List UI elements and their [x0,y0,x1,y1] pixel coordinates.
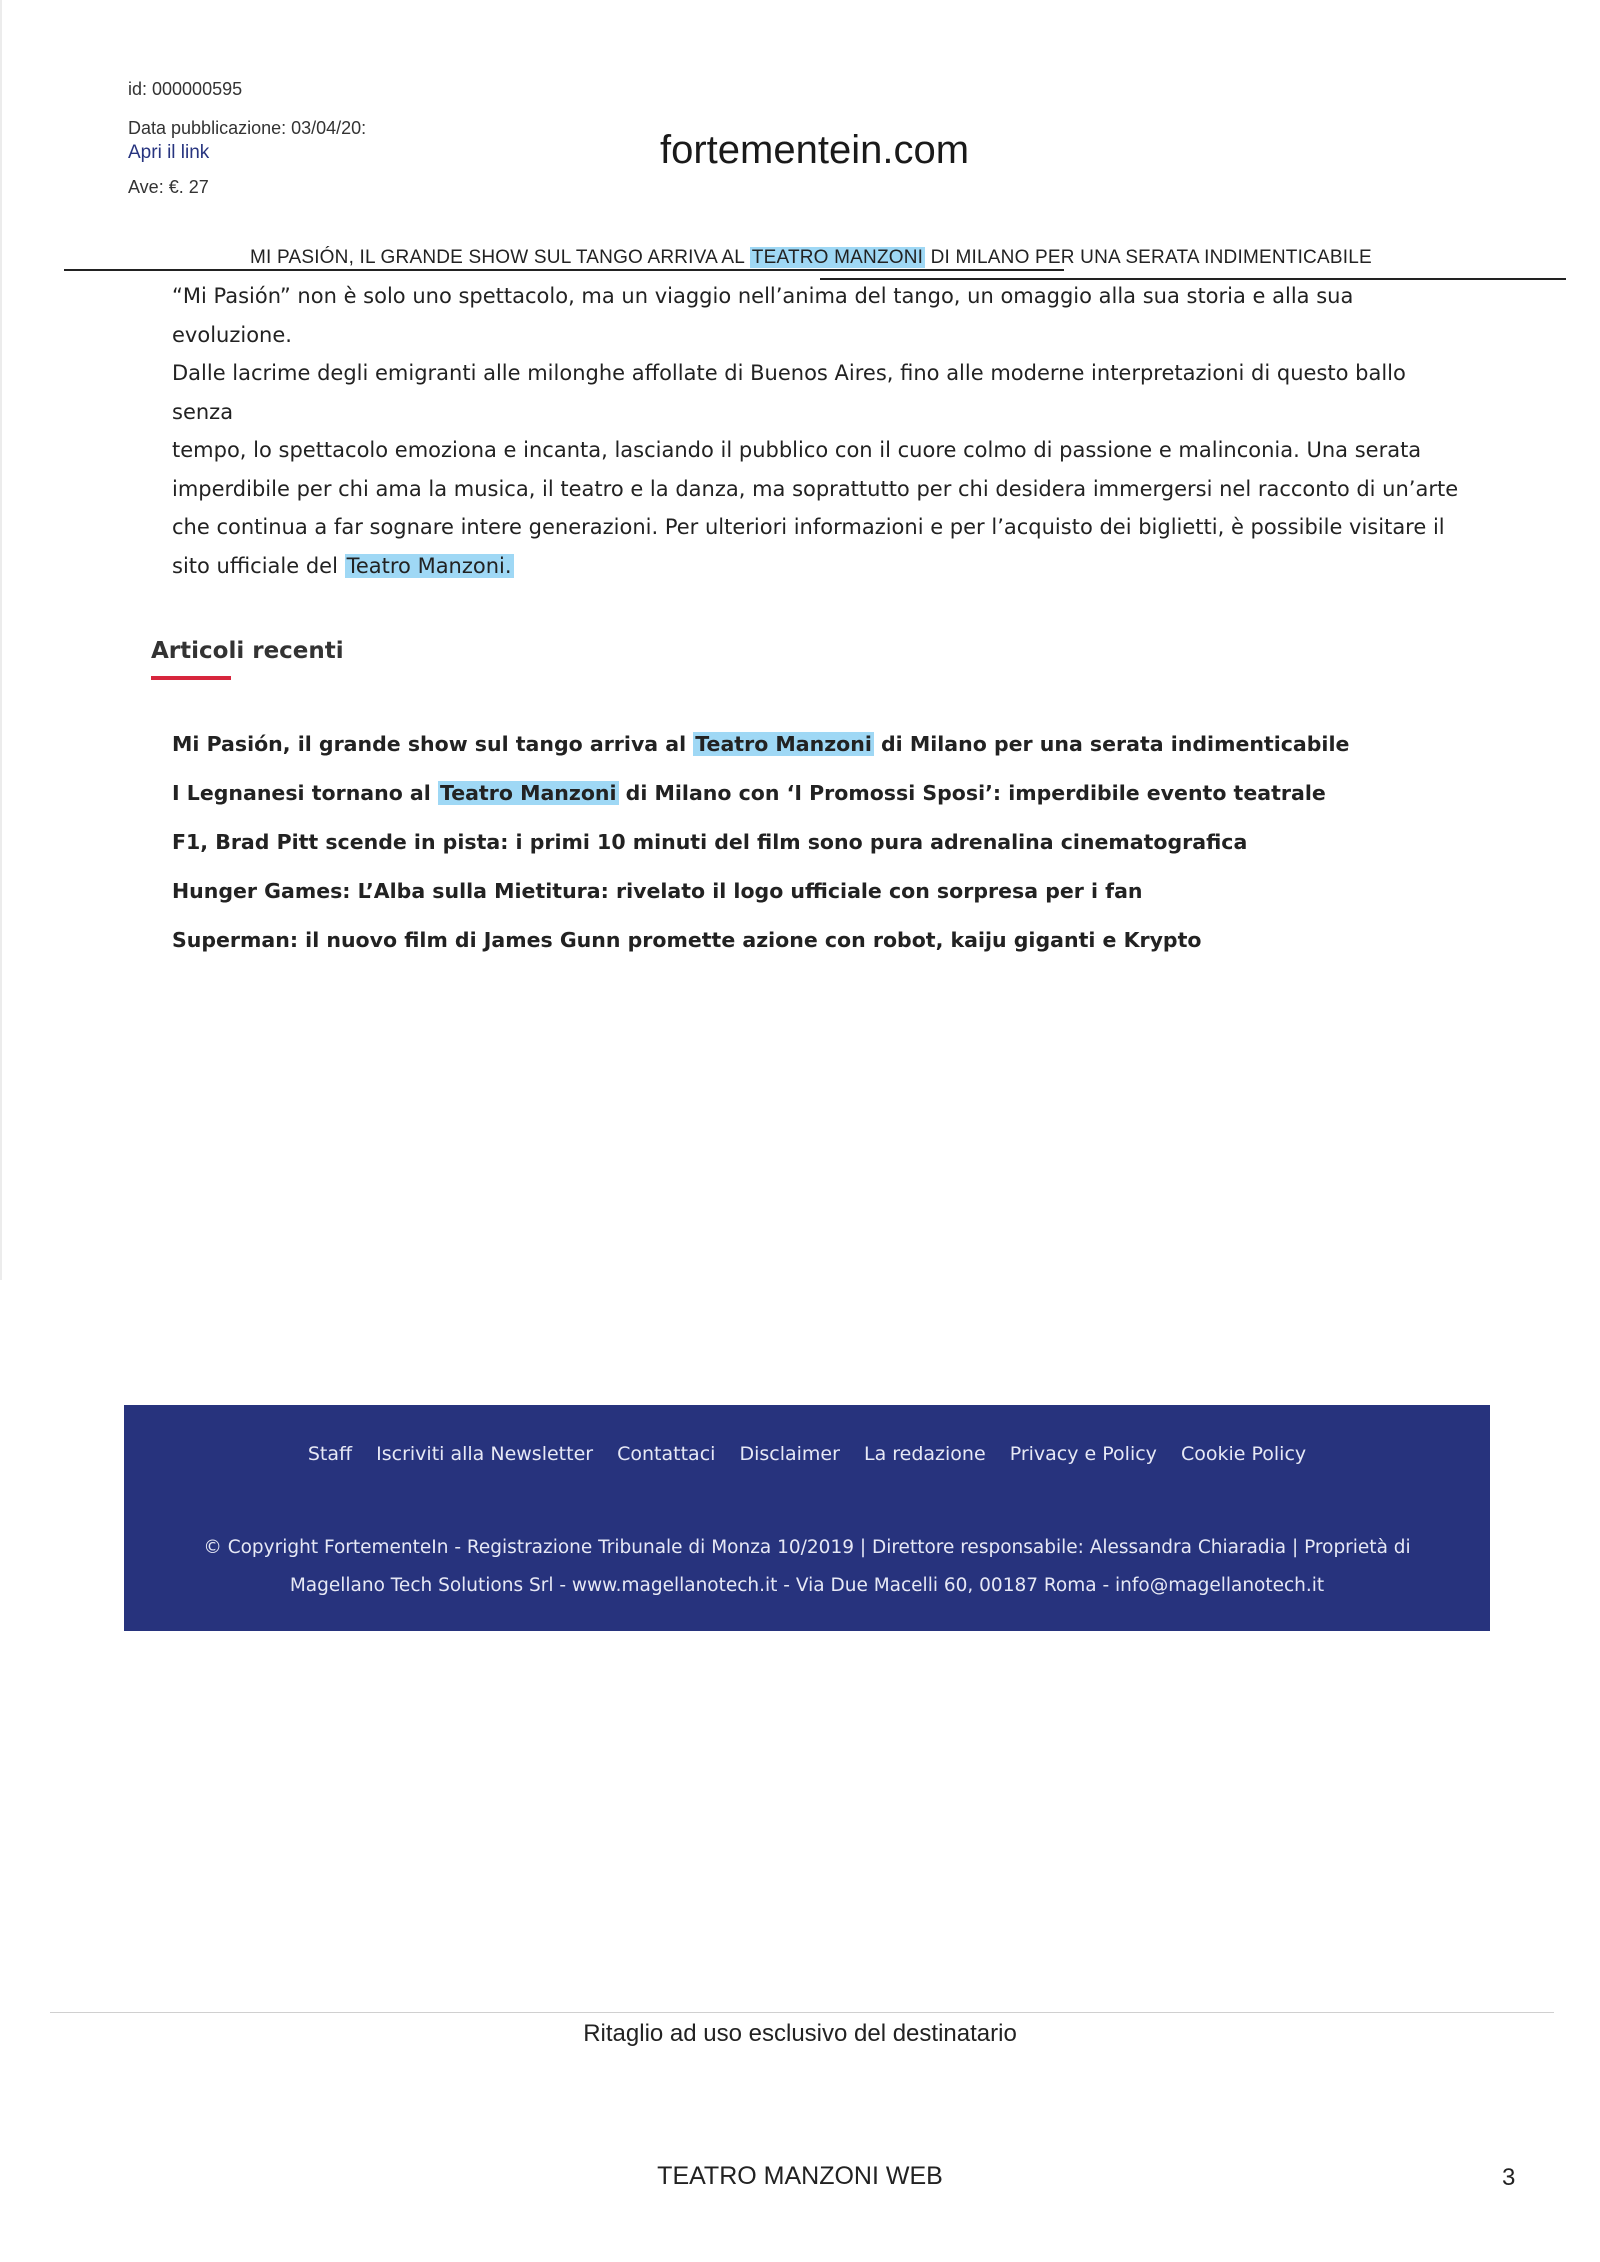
footer-link-disclaimer[interactable]: Disclaimer [739,1443,840,1465]
site-title: fortementein.com [660,128,970,172]
article-line: Dalle lacrime degli emigranti alle milonghe affollate di Buenos Aires, fino alle moderne interpretazioni di questo ballo senza [172,361,1406,424]
recent-article-link[interactable] [172,918,1349,967]
page-number: 3 [1502,2164,1516,2191]
site-footer [124,1405,1490,1631]
source-label: TEATRO MANZONI WEB [657,2162,943,2190]
footer-copyright [184,1529,1430,1605]
recent-article-link[interactable] [172,869,1349,918]
recent-article-text: I Legnanesi tornano al [172,781,438,805]
article-headline [250,247,1372,269]
article-line: “Mi Pasión” non è solo uno spettacolo, ma un viaggio nell’anima del tango, un omaggio alla sua storia e alla sua evoluzione. [172,284,1354,347]
footer-link-editorial[interactable]: La redazione [863,1443,986,1465]
recent-articles-heading: Articoli recenti [151,638,344,664]
recent-article-highlight: Teatro Manzoni [439,781,617,805]
recent-article-text-after: di Milano per una serata indimenticabile [873,732,1350,756]
headline-text-before: MI PASIÓN, IL GRANDE SHOW SUL TANGO ARRIVA AL [250,247,750,268]
scan-edge-line [0,0,2,1280]
recent-article-link[interactable] [172,722,1349,771]
clipping-id: id: 000000595 [128,79,243,99]
clip-note: Ritaglio ad uso esclusivo del destinatario [583,2020,1017,2047]
footer-copyright-line2: Magellano Tech Solutions Srl - www.magellanotech.it - Via Due Macelli 60, 00187 Roma - info@magellanotech.it [289,1575,1325,1596]
recent-article-text-after: di Milano con ‘I Promossi Sposi’: imperdibile evento teatrale [618,781,1326,805]
recent-article-link[interactable] [172,771,1349,820]
footer-link-staff[interactable]: Staff [307,1443,353,1465]
footer-copyright-line1: © Copyright FortementeIn - Registrazione Tribunale di Monza 10/2019 | Direttore responsabile: Alessandra Chiaradia | Proprietà di [203,1537,1411,1558]
article-last-text: sito ufficiale del [172,553,345,578]
footer-link-privacy[interactable]: Privacy e Policy [1009,1443,1157,1465]
recent-article-text: Superman: il nuovo film di James Gunn promette azione con robot, kaiju giganti e Krypto [172,928,1202,952]
footer-nav [124,1443,1490,1465]
article-body [172,277,1472,585]
footer-link-newsletter[interactable]: Iscriviti alla Newsletter [376,1443,594,1465]
article-line-last [172,547,1472,586]
footer-link-cookie[interactable]: Cookie Policy [1180,1443,1307,1465]
recent-articles-underline [151,676,231,680]
footer-link-contact[interactable]: Contattaci [617,1443,716,1465]
headline-text-after: DI MILANO PER UNA SERATA INDIMENTICABILE [925,247,1372,268]
recent-articles-list [172,722,1349,967]
headline-highlight: TEATRO MANZONI [751,247,924,268]
headline-rule-left [64,269,1064,271]
ave-value: Ave: €. 27 [128,177,209,197]
recent-article-text: Mi Pasión, il grande show sul tango arriva al [172,732,694,756]
open-link[interactable]: Apri il link [128,142,210,163]
article-line: che continua a far sognare intere generazioni. Per ulteriori informazioni e per l’acquisto dei biglietti, è possibile visitare il [172,515,1445,539]
recent-article-link[interactable] [172,820,1349,869]
recent-article-highlight: Teatro Manzoni [695,732,872,756]
article-line: tempo, lo spettacolo emoziona e incanta, lasciando il pubblico con il cuore colmo di passione e malinconia. Una serata [172,438,1422,462]
clip-divider [50,2012,1554,2013]
article-line: imperdibile per chi ama la musica, il teatro e la danza, ma soprattutto per chi desidera immergersi nel racconto di un’arte [172,476,1459,501]
article-last-highlight: Teatro Manzoni. [346,553,512,578]
recent-article-text: Hunger Games: L’Alba sulla Mietitura: rivelato il logo ufficiale con sorpresa per i fan [172,879,1143,903]
publication-date: Data pubblicazione: 03/04/20: [128,118,367,138]
recent-article-text: F1, Brad Pitt scende in pista: i primi 10 minuti del film sono pura adrenalina cinematografica [172,830,1248,854]
